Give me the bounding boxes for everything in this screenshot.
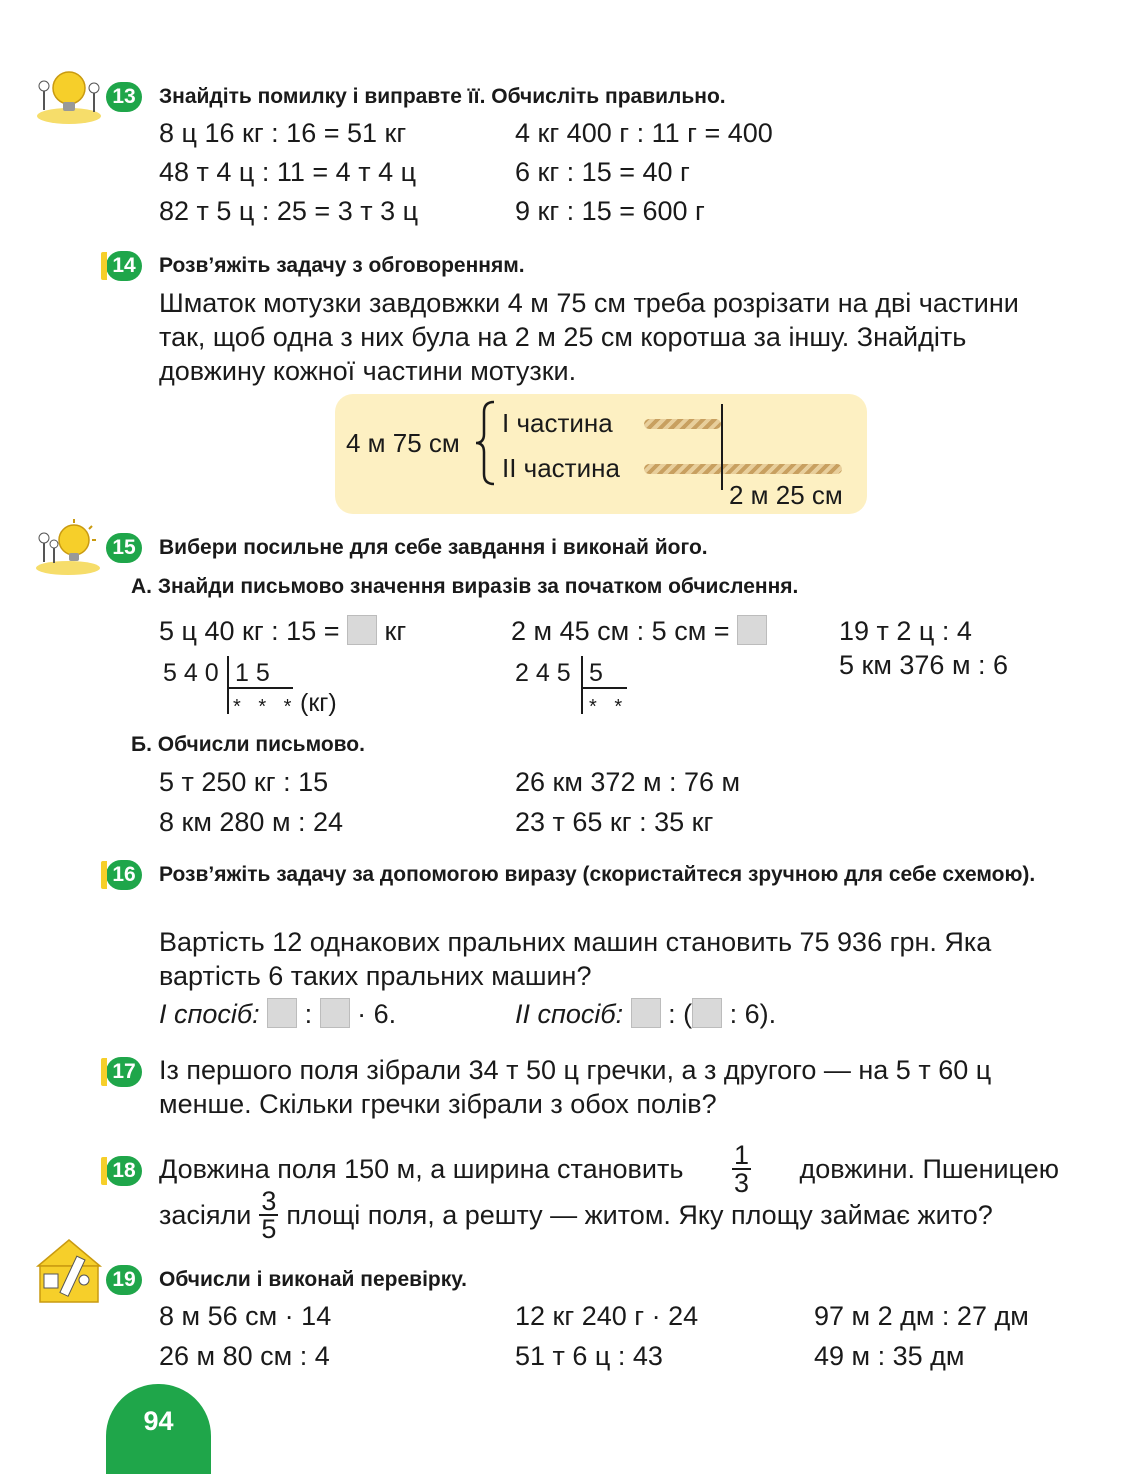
task-b-left-2: 8 км 280 м : 24	[159, 807, 344, 837]
exercise-18-part-3: засіяли	[159, 1200, 252, 1230]
exercise-number-16: 16	[106, 860, 142, 890]
ex19-col1-2: 26 м 80 см : 4	[159, 1341, 330, 1371]
page-number: 94	[143, 1406, 174, 1436]
ex13-right-1: 4 кг 400 г : 11 г = 400	[515, 118, 773, 148]
fraction-numerator: 1	[733, 1140, 749, 1170]
task-a-expr-1	[159, 614, 406, 648]
task-b-title: Б. Обчисли письмово.	[131, 733, 365, 756]
task-b-right-2: 23 т 65 кг : 35 кг	[515, 807, 714, 837]
ex19-col3-1: 97 м 2 дм : 27 дм	[814, 1301, 1029, 1331]
method-2-label: ІІ спосіб:	[515, 999, 624, 1029]
lightbulb-people-icon	[34, 66, 104, 126]
answer-box[interactable]	[737, 615, 767, 645]
division-2-divisor: 5	[589, 659, 603, 687]
exercise-number-19: 19	[106, 1265, 142, 1295]
rope-part-2-label: ІІ частина	[502, 453, 620, 483]
division-2-quotient: * *	[589, 696, 629, 718]
page-number-tab	[106, 1384, 211, 1474]
exercise-18-line-2	[159, 1188, 993, 1242]
exercise-14-instruction: Розв’яжіть задачу з обговоренням.	[159, 254, 525, 277]
fraction-three-fifths	[259, 1188, 278, 1242]
task-a-expr-1-text: 5 ц 40 кг : 15 =	[159, 616, 340, 646]
division-2-horizontal-line	[581, 687, 627, 689]
exercise-number-18: 18	[106, 1156, 142, 1186]
division-1-dividend: 5 4 0	[163, 659, 219, 687]
method-1-label: І спосіб:	[159, 999, 260, 1029]
answer-box[interactable]	[320, 998, 350, 1028]
method-2	[515, 997, 776, 1031]
lightbulb-people-icon	[32, 516, 104, 576]
rope-part-1-icon	[644, 419, 721, 429]
exercise-13-instruction: Знайдіть помилку і виправте її. Обчисліть правильно.	[159, 85, 726, 108]
task-b-right-1: 26 км 372 м : 76 м	[515, 767, 741, 797]
rope-part-1-label: І частина	[502, 408, 613, 438]
task-a-expr-4: 5 км 376 м : 6	[839, 650, 1009, 680]
exercise-15-instruction: Вибери посильне для себе завдання і виконай його.	[159, 536, 708, 559]
method-1-tail: · 6.	[357, 999, 397, 1029]
division-1-unit: (кг)	[300, 689, 337, 717]
ex13-left-2: 48 т 4 ц : 11 = 4 т 4 ц	[159, 157, 417, 187]
colon-paren: : (	[668, 999, 693, 1029]
division-1-divisor: 1 5	[235, 659, 270, 687]
house-pencil-icon	[34, 1236, 104, 1306]
ex13-left-3: 82 т 5 ц : 25 = 3 т 3 ц	[159, 196, 419, 226]
division-1-quotient: * * *	[233, 696, 298, 718]
exercise-number-17: 17	[106, 1057, 142, 1087]
method-1	[159, 997, 396, 1031]
curly-brace-icon	[474, 400, 498, 486]
exercise-18-part-1: Довжина поля 150 м, а ширина становить	[159, 1154, 684, 1184]
answer-box[interactable]	[347, 615, 377, 645]
exercise-14-text: Шматок мотузки завдовжки 4 м 75 см треба розрізати на дві частини так, щоб одна з них була на 2 м 25 см коротша за іншу. Знайдіть довжину кожної частини мотузки.	[159, 288, 1019, 386]
division-1-vertical-line	[227, 656, 229, 714]
method-2-tail: : 6).	[729, 999, 777, 1029]
exercise-18-part-4: площі поля, а решту — житом. Яку площу займає жито?	[286, 1200, 993, 1230]
division-2-dividend: 2 4 5	[515, 659, 571, 687]
exercise-number-15: 15	[106, 533, 142, 563]
ex13-right-3: 9 кг : 15 = 600 г	[515, 196, 705, 226]
exercise-18-part-2: довжини. Пшеницею	[799, 1154, 1059, 1184]
answer-box[interactable]	[267, 998, 297, 1028]
ex13-left-1: 8 ц 16 кг : 16 = 51 кг	[159, 118, 407, 148]
ex19-col1-1: 8 м 56 см · 14	[159, 1301, 332, 1331]
rope-difference-label: 2 м 25 см	[729, 480, 843, 510]
ex19-col2-2: 51 т 6 ц : 43	[515, 1341, 663, 1371]
rope-part-2-icon	[644, 464, 842, 474]
answer-box[interactable]	[692, 998, 722, 1028]
exercise-16-instruction: Розв’яжіть задачу за допомогою виразу (скористайтеся зручною для себе схемою).	[159, 863, 1036, 886]
task-a-expr-2-text: 2 м 45 см : 5 см =	[511, 616, 730, 646]
exercise-17-text: Із першого поля зібрали 34 т 50 ц гречки, а з другого — на 5 т 60 ц менше. Скільки гречки зібрали з обох полів?	[159, 1055, 992, 1119]
exercise-16-text: Вартість 12 однакових пральних машин становить 75 936 грн. Яка вартість 6 таких пральних машин?	[159, 927, 992, 991]
ex13-right-2: 6 кг : 15 = 40 г	[515, 157, 690, 187]
task-a-expr-3: 19 т 2 ц : 4	[839, 616, 972, 646]
task-a-expr-2	[511, 614, 767, 648]
ex19-col3-2: 49 м : 35 дм	[814, 1341, 965, 1371]
rope-divider-line	[721, 404, 723, 490]
task-a-title: А. Знайди письмово значення виразів за початком обчислення.	[131, 575, 799, 598]
rope-total-length: 4 м 75 см	[346, 428, 460, 458]
exercise-19-instruction: Обчисли і виконай перевірку.	[159, 1268, 467, 1291]
exercise-number-14: 14	[106, 251, 142, 281]
fraction-denominator: 5	[261, 1214, 277, 1244]
ex19-col2-1: 12 кг 240 г · 24	[515, 1301, 699, 1331]
task-b-left-1: 5 т 250 кг : 15	[159, 767, 329, 797]
answer-box[interactable]	[631, 998, 661, 1028]
division-2-vertical-line	[581, 656, 583, 714]
fraction-denominator: 3	[733, 1168, 749, 1198]
exercise-number-13: 13	[106, 82, 142, 112]
division-1-horizontal-line	[227, 687, 293, 689]
task-a-expr-1-unit: кг	[384, 616, 407, 646]
colon: :	[304, 999, 313, 1029]
fraction-numerator: 3	[261, 1186, 277, 1216]
